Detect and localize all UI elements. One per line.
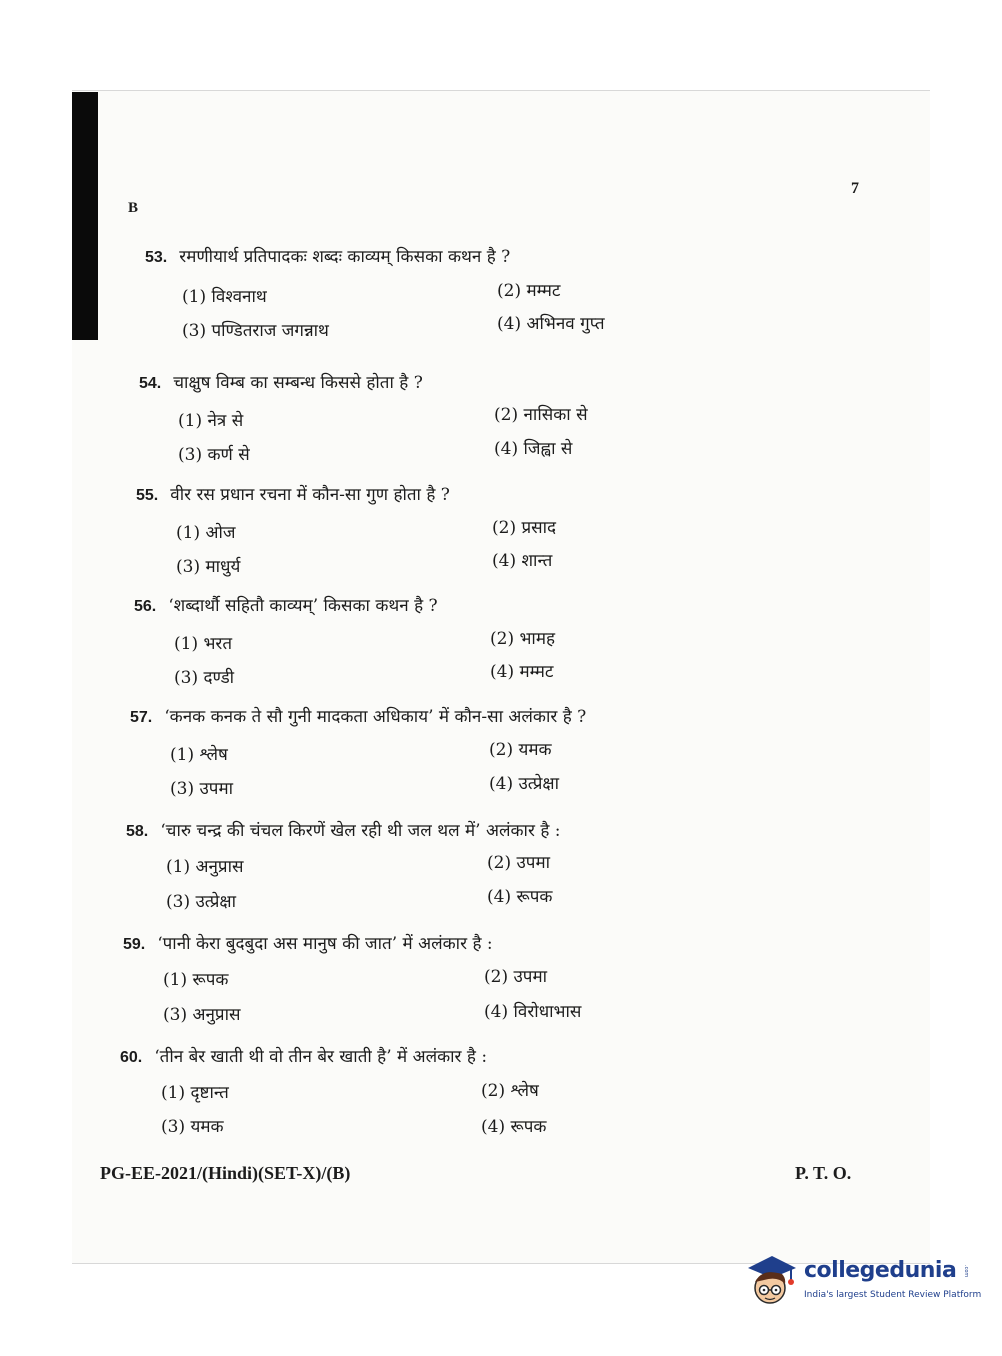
question-text: ‘पानी केरा बुदबुदा अस मानुष की जात’ में अलंकार है : — [157, 934, 493, 954]
question-number: 53. — [145, 249, 168, 266]
option-4: (4) उत्प्रेक्षा — [489, 774, 559, 794]
question-number: 60. — [120, 1049, 143, 1066]
option-3: (3) उपमा — [170, 779, 234, 799]
logo-suffix: .com — [963, 1265, 969, 1278]
mascot-icon — [742, 1252, 800, 1312]
option-2: (2) उपमा — [484, 967, 548, 987]
option-2: (2) श्लेष — [481, 1081, 539, 1101]
question-number: 56. — [134, 598, 157, 615]
question-number: 59. — [123, 936, 146, 953]
option-1: (1) विश्वनाथ — [182, 287, 267, 307]
question-number: 58. — [126, 823, 149, 840]
logo-name: collegedunia — [804, 1258, 957, 1283]
page-number: 7 — [851, 180, 859, 197]
option-3: (3) यमक — [161, 1117, 224, 1137]
option-1: (1) रूपक — [163, 970, 229, 990]
question-text: चाक्षुष विम्ब का सम्बन्ध किससे होता है ? — [173, 373, 423, 393]
paper-code: PG-EE-2021/(Hindi)(SET-X)/(B) — [100, 1163, 351, 1183]
option-1: (1) दृष्टान्त — [161, 1083, 229, 1103]
question-text: ‘तीन बेर खाती थी वो तीन बेर खाती है’ में अलंकार है : — [154, 1047, 488, 1067]
option-4: (4) अभिनव गुप्त — [497, 314, 605, 334]
question-text: ‘चारु चन्द्र की चंचल किरणें खेल रही थी जल थल में’ अलंकार है : — [160, 821, 561, 841]
option-1: (1) भरत — [174, 634, 233, 654]
option-1: (1) अनुप्रास — [166, 857, 244, 877]
option-4: (4) शान्त — [492, 551, 553, 571]
question-number: 55. — [136, 487, 159, 504]
option-2: (2) यमक — [489, 740, 552, 760]
option-3: (3) पण्डितराज जगन्नाथ — [182, 321, 329, 341]
option-2: (2) उपमा — [487, 853, 551, 873]
set-letter: B — [128, 200, 139, 216]
pto-label: P. T. O. — [795, 1163, 852, 1183]
question-number: 57. — [130, 709, 153, 726]
option-1: (1) श्लेष — [170, 745, 228, 765]
option-4: (4) मम्मट — [490, 662, 554, 682]
binding-strip — [72, 92, 98, 340]
question-text: ‘कनक कनक ते सौ गुनी मादकता अधिकाय’ में कौन-सा अलंकार है ? — [164, 707, 587, 727]
option-3: (3) अनुप्रास — [163, 1005, 241, 1025]
option-1: (1) ओज — [176, 523, 236, 543]
option-2: (2) प्रसाद — [492, 518, 557, 538]
option-4: (4) विरोधाभास — [484, 1002, 582, 1022]
option-4: (4) रूपक — [487, 887, 553, 907]
option-2: (2) नासिका से — [494, 405, 588, 425]
option-1: (1) नेत्र से — [178, 411, 244, 431]
option-4: (4) जिह्वा से — [494, 439, 573, 459]
option-2: (2) मम्मट — [497, 281, 561, 301]
question-text: वीर रस प्रधान रचना में कौन-सा गुण होता है ? — [170, 485, 450, 505]
option-3: (3) माधुर्य — [176, 557, 241, 577]
collegedunia-logo — [742, 1252, 982, 1312]
option-3: (3) दण्डी — [174, 668, 235, 688]
option-3: (3) उत्प्रेक्षा — [166, 892, 236, 912]
logo-tagline: India's largest Student Review Platform — [804, 1290, 982, 1300]
option-4: (4) रूपक — [481, 1117, 547, 1137]
question-number: 54. — [139, 375, 162, 392]
question-text: ‘शब्दार्थौ सहितौ काव्यम्’ किसका कथन है ? — [168, 596, 438, 616]
question-text: रमणीयार्थ प्रतिपादकः शब्दः काव्यम् किसका कथन है ? — [179, 247, 511, 267]
option-2: (2) भामह — [490, 629, 556, 649]
option-3: (3) कर्ण से — [178, 445, 250, 465]
